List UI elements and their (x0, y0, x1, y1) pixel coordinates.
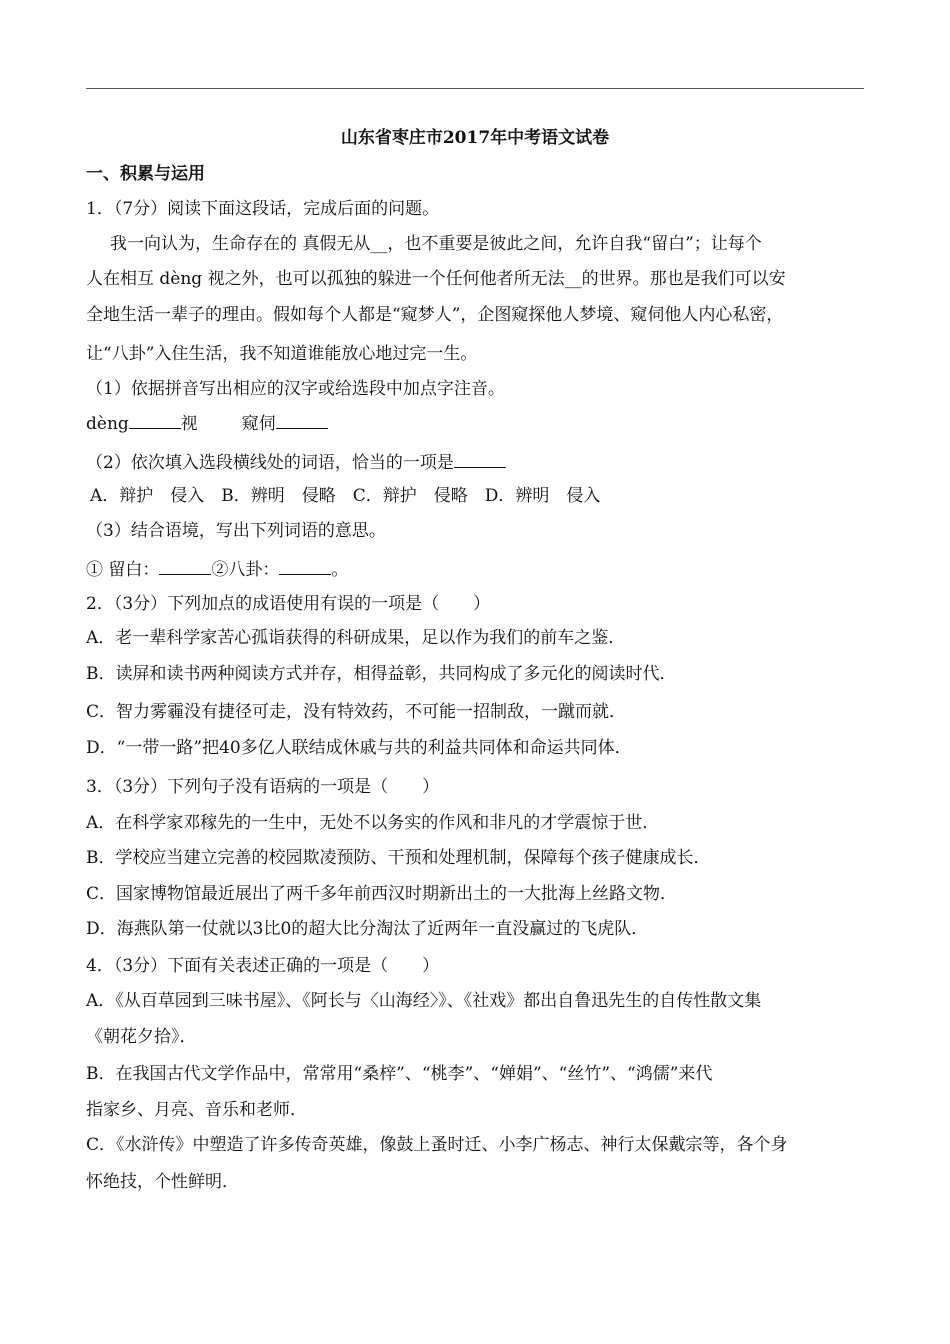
answer-blank[interactable] (454, 451, 506, 468)
q4-line: C．《水浒传》中塑造了许多传奇英雄，像鼓上蚤时迁、小李广杨志、神行太保戴宗等，各个身 (86, 1135, 788, 1155)
section-heading: 一、积累与运用 (86, 164, 205, 184)
page-title: 山东省枣庄市2017年中考语文试卷 (340, 128, 610, 148)
q1-passage-line: 人在相互 dèng 视之外，也可以孤独的躲进一个任何他者所无法__的世界。那也是我们可以安 (86, 269, 786, 289)
q2-stem: 2．（3分）下列加点的成语使用有误的一项是（ ） (86, 594, 491, 614)
q3-option: D．海燕队第一仗就以3比0的超大比分淘汰了近两年一直没赢过的飞虎队． (86, 919, 649, 939)
q2-option: C．智力雾霾没有捷径可走，没有特效药，不可能一招制敌，一蹴而就． (86, 702, 627, 722)
q3-option: C．国家博物馆最近展出了两千多年前西汉时期新出土的一大批海上丝路文物． (86, 884, 678, 904)
q4-line: 怀绝技，个性鲜明． (86, 1172, 239, 1192)
q2-option: B．读屏和读书两种阅读方式并存，相得益彰，共同构成了多元化的阅读时代． (86, 664, 677, 684)
q4-line: 《朝花夕拾》． (86, 1027, 197, 1047)
q3-option: B．学校应当建立完善的校园欺凌预防、干预和处理机制，保障每个孩子健康成长． (86, 848, 711, 868)
q2-option: D．“一带一路”把40多亿人联结成休戚与共的利益共同体和命运共同体． (86, 738, 632, 758)
answer-blank[interactable] (159, 558, 211, 575)
q4-line: A．《从百草园到三味书屋》、《阿长与〈山海经〉》、《社戏》都出自鲁迅先生的自传性散文集 (86, 991, 762, 1011)
q1-stem: 1．（7分）阅读下面这段话，完成后面的问题。 (86, 199, 440, 219)
answer-blank[interactable] (129, 412, 181, 429)
q1-passage-line: 让“八卦”入住生活，我不知道谁能放心地过完一生。 (86, 344, 478, 364)
q1-sub1: （1）依据拼音写出相应的汉字或给选段中加点字注音。 (86, 379, 505, 399)
liubai-label: ① 留白： (86, 560, 160, 580)
q4-line: B．在我国古代文学作品中，常常用“桑梓”、“桃李”、“婵娟”、“丝竹”、“鸿儒”来代 (86, 1064, 713, 1084)
bagua-label: ②八卦： (211, 560, 280, 580)
q1-sub2-options: A．辩护 侵入 B．辨明 侵略 C．辩护 侵略 D．辨明 侵入 (90, 486, 601, 506)
q3-option: A．在科学家邓稼先的一生中，无处不以务实的作风和非凡的才学震惊于世． (86, 813, 660, 833)
q1-sub2 (86, 451, 506, 474)
shi-char: 视 (180, 414, 198, 434)
answer-blank[interactable] (276, 412, 328, 429)
q4-stem: 4．（3分）下面有关表述正确的一项是（ ） (86, 956, 440, 976)
q4-line: 指家乡、月亮、音乐和老师． (86, 1100, 307, 1120)
q1-passage-line: 全地生活一辈子的理由。假如每个人都是“窥梦人”，企图窥探他人梦境、窥伺他人内心私密， (86, 305, 784, 325)
q1-sub2-text: （2）依次填入选段横线处的词语，恰当的一项是 (86, 453, 454, 473)
pinyin-dent: dèng (86, 414, 129, 434)
header-rule (86, 88, 864, 89)
q1-sub3-answers (86, 558, 348, 581)
q1-sub3: （3）结合语境，写出下列词语的意思。 (86, 521, 386, 541)
period: 。 (331, 560, 349, 580)
q1-sub1-answers (86, 412, 328, 435)
q1-passage-line: 我一向认为，生命存在的 真假无从__，也不重要是彼此之间，允许自我“留白”；让每个 (110, 234, 762, 254)
q3-stem: 3．（3分）下列句子没有语病的一项是（ ） (86, 777, 440, 797)
kuisi-word: 窥伺 (241, 414, 276, 434)
answer-blank[interactable] (279, 558, 331, 575)
q2-option: A．老一辈科学家苦心孤诣获得的科研成果，足以作为我们的前车之鉴． (86, 628, 626, 648)
